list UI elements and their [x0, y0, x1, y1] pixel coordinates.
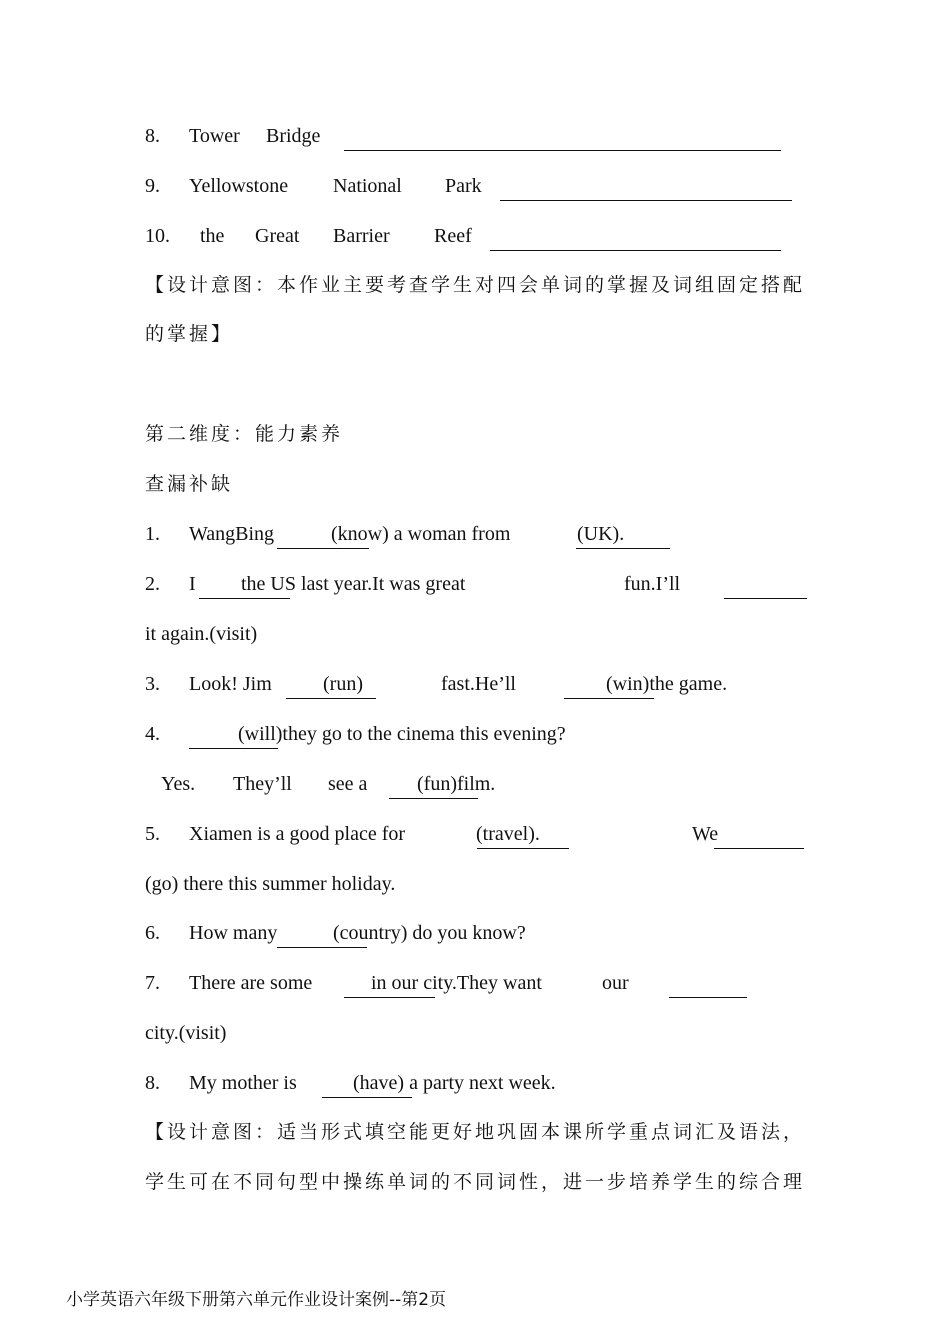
design-intent-1-line2: 的掌握】	[145, 323, 234, 345]
question-text: (run)	[323, 673, 363, 695]
item-word: Bridge	[266, 125, 321, 147]
question-text: WangBing	[189, 523, 275, 545]
answer-text: see a	[328, 773, 368, 795]
answer-blank[interactable]	[490, 250, 781, 251]
answer-text: (fun)film.	[417, 773, 496, 795]
question-text: fun.I’ll	[624, 573, 681, 595]
item-word: Tower	[189, 125, 240, 147]
question-continuation: (go) there this summer holiday.	[145, 873, 396, 895]
question-text: (country) do you know?	[333, 922, 526, 944]
question-text: How many	[189, 922, 278, 944]
answer-blank[interactable]	[564, 698, 654, 699]
answer-blank[interactable]	[669, 997, 747, 998]
question-text: the US last year.It was great	[241, 573, 466, 595]
question-text: in our city.They want	[371, 972, 542, 994]
question-number: 2.	[145, 573, 160, 595]
question-number: 1.	[145, 523, 160, 545]
item-word: Barrier	[333, 225, 390, 247]
question-text: Xiamen is a good place for	[189, 823, 406, 845]
item-word: Great	[255, 225, 300, 247]
answer-blank[interactable]	[189, 748, 278, 749]
question-text: (win)the game.	[606, 673, 728, 695]
answer-blank[interactable]	[714, 848, 804, 849]
question-number: 5.	[145, 823, 160, 845]
section-subheading: 查漏补缺	[145, 473, 234, 495]
answer-text: They’ll	[233, 773, 292, 795]
question-text: our	[602, 972, 629, 994]
question-text: (UK).	[577, 523, 625, 545]
question-text: (travel).	[476, 823, 540, 845]
item-word: Park	[445, 175, 482, 197]
question-text: I	[189, 573, 196, 595]
item-word: Yellowstone	[189, 175, 289, 197]
answer-blank[interactable]	[724, 598, 807, 599]
answer-blank[interactable]	[286, 698, 376, 699]
question-number: 8.	[145, 1072, 160, 1094]
answer-blank[interactable]	[277, 947, 367, 948]
item-word: Reef	[434, 225, 472, 247]
page-footer: 小学英语六年级下册第六单元作业设计案例--第2页	[66, 1290, 447, 1310]
question-text: My mother is	[189, 1072, 297, 1094]
design-intent-2-line1: 【设计意图：适当形式填空能更好地巩固本课所学重点词汇及语法，	[145, 1121, 806, 1143]
question-text: Look! Jim	[189, 673, 272, 695]
answer-blank[interactable]	[389, 798, 478, 799]
item-word: National	[333, 175, 402, 197]
question-number: 6.	[145, 922, 160, 944]
question-text: (know) a woman from	[331, 523, 511, 545]
item-word: the	[200, 225, 225, 247]
answer-blank[interactable]	[344, 997, 435, 998]
answer-blank[interactable]	[322, 1097, 412, 1098]
question-continuation: it again.(visit)	[145, 623, 258, 645]
answer-blank[interactable]	[344, 150, 781, 151]
question-text: (have) a party next week.	[353, 1072, 556, 1094]
question-text: (will)they go to the cinema this evening?	[238, 723, 566, 745]
design-intent-2-line2: 学生可在不同句型中操练单词的不同词性，进一步培养学生的综合理	[145, 1171, 806, 1193]
answer-blank[interactable]	[500, 200, 792, 201]
question-continuation: city.(visit)	[145, 1022, 227, 1044]
answer-blank[interactable]	[576, 548, 670, 549]
answer-blank[interactable]	[477, 848, 569, 849]
item-number: 8.	[145, 125, 160, 147]
item-number: 10.	[145, 225, 170, 247]
question-number: 7.	[145, 972, 160, 994]
question-number: 3.	[145, 673, 160, 695]
question-text: fast.He’ll	[441, 673, 516, 695]
answer-text: Yes.	[161, 773, 196, 795]
answer-blank[interactable]	[277, 548, 369, 549]
answer-blank[interactable]	[199, 598, 290, 599]
question-number: 4.	[145, 723, 160, 745]
item-number: 9.	[145, 175, 160, 197]
design-intent-1-line1: 【设计意图：本作业主要考查学生对四会单词的掌握及词组固定搭配	[145, 274, 806, 296]
question-text: There are some	[189, 972, 313, 994]
section-heading: 第二维度：能力素养	[145, 423, 344, 445]
question-text: We	[692, 823, 719, 845]
